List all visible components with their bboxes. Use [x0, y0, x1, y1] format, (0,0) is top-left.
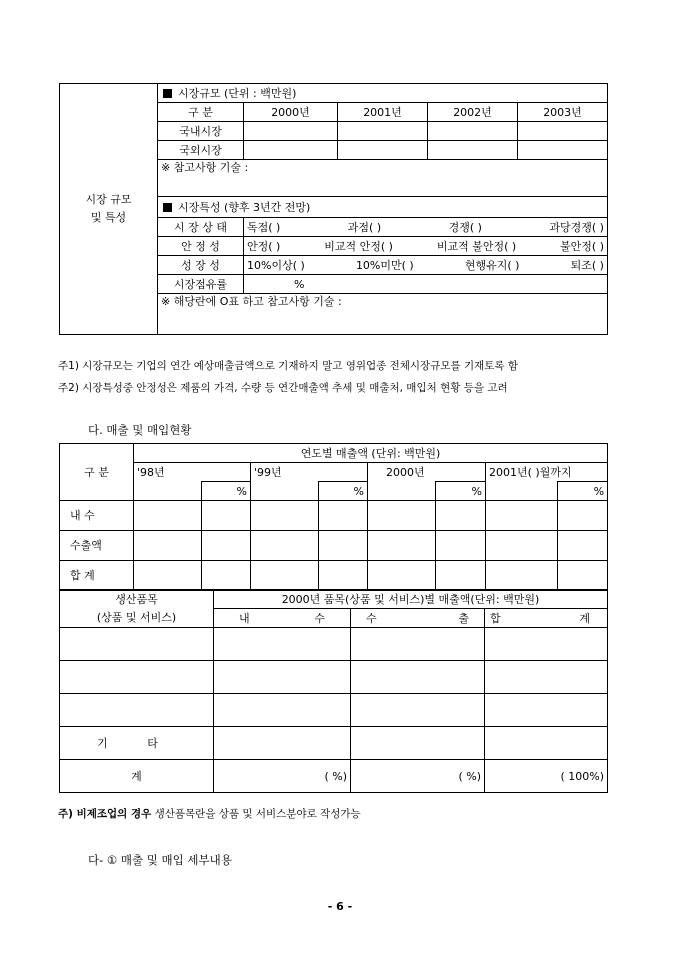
market-table	[59, 83, 608, 335]
size-header-2002: 2002년	[428, 103, 518, 122]
table-cell[interactable]	[486, 531, 558, 561]
product-cell[interactable]	[485, 727, 608, 760]
amount-cell	[134, 482, 202, 501]
option-under-10[interactable]: 10%미만( )	[355, 258, 414, 272]
pct-98: %	[202, 482, 251, 501]
size-cell[interactable]	[338, 141, 428, 160]
option-stable[interactable]: 안정( )	[247, 239, 281, 253]
table-cell[interactable]	[202, 501, 251, 531]
year-2001: 2001년( )월까지	[486, 463, 608, 482]
table-cell[interactable]	[558, 561, 608, 591]
sales-group-title: 연도별 매출액 (단위: 백만원)	[134, 444, 608, 463]
table-cell[interactable]	[486, 501, 558, 531]
sales-heading: 다. 매출 및 매입현황	[88, 423, 192, 437]
total-export-pct[interactable]: ( %)	[351, 760, 485, 793]
size-header-2000: 2000년	[244, 103, 338, 122]
size-cell[interactable]	[338, 122, 428, 141]
product-cell[interactable]	[214, 628, 351, 661]
product-cell[interactable]	[214, 727, 351, 760]
table-cell[interactable]	[319, 501, 368, 531]
char-label-share: 시장점유률	[158, 275, 244, 294]
product-cell[interactable]	[485, 628, 608, 661]
table-cell[interactable]	[368, 561, 436, 591]
size-header-2001: 2001년	[338, 103, 428, 122]
pct-2001: %	[558, 482, 608, 501]
product-col-total: 합 계	[485, 609, 608, 628]
market-row-label-line2: 및 특성	[90, 211, 127, 224]
table-cell[interactable]	[319, 561, 368, 591]
market-row-label-line1: 시장 규모	[85, 193, 132, 206]
footnote-bold: 주) 비제조업의 경우	[58, 808, 152, 820]
pct-2000: %	[436, 482, 486, 501]
year-2000: 2000년	[368, 463, 486, 482]
char-title-cell	[158, 197, 608, 218]
product-cell[interactable]	[60, 694, 214, 727]
sales-year-table	[59, 443, 608, 591]
table-cell[interactable]	[368, 531, 436, 561]
note-2: 주2) 시장특성중 안정성은 제품의 가격, 수량 등 연간매출액 추세 및 매출처, 매입처 현황 등을 고려	[58, 382, 508, 394]
product-col-export: 수 출	[351, 609, 485, 628]
sales-col-label: 구 분	[60, 444, 134, 501]
size-cell[interactable]	[518, 141, 608, 160]
option-overcompetition[interactable]: 과당경쟁( )	[549, 220, 604, 234]
footnote	[58, 806, 361, 821]
product-cell[interactable]	[351, 628, 485, 661]
char-title: 시장특성 (향후 3년간 전망)	[178, 200, 311, 214]
option-unstable[interactable]: 불안정( )	[560, 239, 604, 253]
row-export: 수출액	[60, 531, 134, 561]
product-cell[interactable]	[214, 694, 351, 727]
product-label-line2: (상품 및 서비스)	[96, 610, 177, 624]
row-other: 기 타	[60, 727, 214, 760]
size-title-cell	[158, 84, 608, 103]
table-cell[interactable]	[436, 501, 486, 531]
amount-cell	[486, 482, 558, 501]
row-total: 합 계	[60, 561, 134, 591]
table-cell[interactable]	[134, 501, 202, 531]
size-header-label: 구 분	[158, 103, 244, 122]
size-cell[interactable]	[428, 122, 518, 141]
size-row-domestic: 국내시장	[158, 122, 244, 141]
size-title: 시장규모 (단위 : 백만원)	[178, 86, 297, 100]
table-cell[interactable]	[436, 531, 486, 561]
product-cell[interactable]	[485, 661, 608, 694]
product-cell[interactable]	[351, 727, 485, 760]
product-title: 2000년 품목(상품 및 서비스)별 매출액(단위: 백만원)	[214, 590, 608, 609]
product-col-domestic: 내 수	[214, 609, 351, 628]
option-maintain[interactable]: 현행유지( )	[464, 258, 520, 272]
size-row-foreign: 국외시장	[158, 141, 244, 160]
footnote-rest: 생산품목란을 상품 및 서비스분야로 작성가능	[151, 808, 361, 820]
table-cell[interactable]	[251, 561, 319, 591]
table-cell[interactable]	[486, 561, 558, 591]
size-cell[interactable]	[244, 141, 338, 160]
table-cell[interactable]	[251, 501, 319, 531]
size-note[interactable]: ※ 참고사항 기술 :	[158, 160, 608, 197]
total-sum-pct[interactable]: ( 100%)	[485, 760, 608, 793]
product-cell[interactable]	[351, 661, 485, 694]
option-decline[interactable]: 퇴조( )	[570, 258, 604, 272]
size-cell[interactable]	[518, 122, 608, 141]
row-grand-total: 계	[60, 760, 214, 793]
market-row-label	[60, 84, 158, 335]
amount-cell	[368, 482, 436, 501]
size-cell[interactable]	[244, 122, 338, 141]
char-note[interactable]: ※ 해당란에 O표 하고 참고사항 기술 :	[158, 294, 608, 335]
table-cell[interactable]	[134, 561, 202, 591]
black-square-icon	[163, 203, 172, 212]
char-label-state: 시 장 상 태	[158, 218, 244, 237]
table-cell[interactable]	[251, 531, 319, 561]
option-oligopoly[interactable]: 과점( )	[347, 220, 382, 234]
product-table	[59, 589, 608, 793]
product-cell[interactable]	[351, 694, 485, 727]
size-header-2003: 2003년	[518, 103, 608, 122]
char-label-stability: 안 정 성	[158, 237, 244, 256]
product-cell[interactable]	[214, 661, 351, 694]
option-over-10[interactable]: 10%이상( )	[247, 258, 305, 272]
year-98: '98년	[134, 463, 251, 482]
pct-99: %	[319, 482, 368, 501]
product-label-line1: 생산품목	[115, 592, 158, 606]
black-square-icon	[163, 89, 172, 98]
page-number: - 6 -	[327, 900, 353, 913]
table-cell[interactable]	[319, 531, 368, 561]
char-options-growth	[244, 256, 608, 275]
table-cell[interactable]	[558, 501, 608, 531]
product-label	[60, 590, 214, 628]
product-cell[interactable]	[485, 694, 608, 727]
table-cell[interactable]	[558, 531, 608, 561]
table-cell[interactable]	[202, 561, 251, 591]
product-cell[interactable]	[60, 661, 214, 694]
option-fairly-stable[interactable]: 비교적 안정( )	[324, 239, 393, 253]
note-1: 주1) 시장규모는 기업의 연간 예상매출금액으로 기재하지 말고 영위업종 전체시장규모를 기재토록 함	[58, 360, 519, 372]
table-cell[interactable]	[134, 531, 202, 561]
char-options-stability	[244, 237, 608, 256]
option-competition[interactable]: 경쟁( )	[448, 220, 482, 234]
sub-heading: 다- ① 매출 및 매입 세부내용	[88, 853, 232, 867]
product-cell[interactable]	[60, 628, 214, 661]
option-monopoly[interactable]: 독점( )	[247, 220, 281, 234]
table-cell[interactable]	[202, 531, 251, 561]
char-options-state	[244, 218, 608, 237]
size-cell[interactable]	[428, 141, 518, 160]
table-cell[interactable]	[436, 561, 486, 591]
option-fairly-unstable[interactable]: 비교적 불안정( )	[436, 239, 517, 253]
row-domestic: 내 수	[60, 501, 134, 531]
year-99: '99년	[251, 463, 368, 482]
amount-cell	[251, 482, 319, 501]
char-label-growth: 성 장 성	[158, 256, 244, 275]
table-cell[interactable]	[368, 501, 436, 531]
share-percent[interactable]: %	[244, 275, 608, 294]
total-domestic-pct[interactable]: ( %)	[214, 760, 351, 793]
